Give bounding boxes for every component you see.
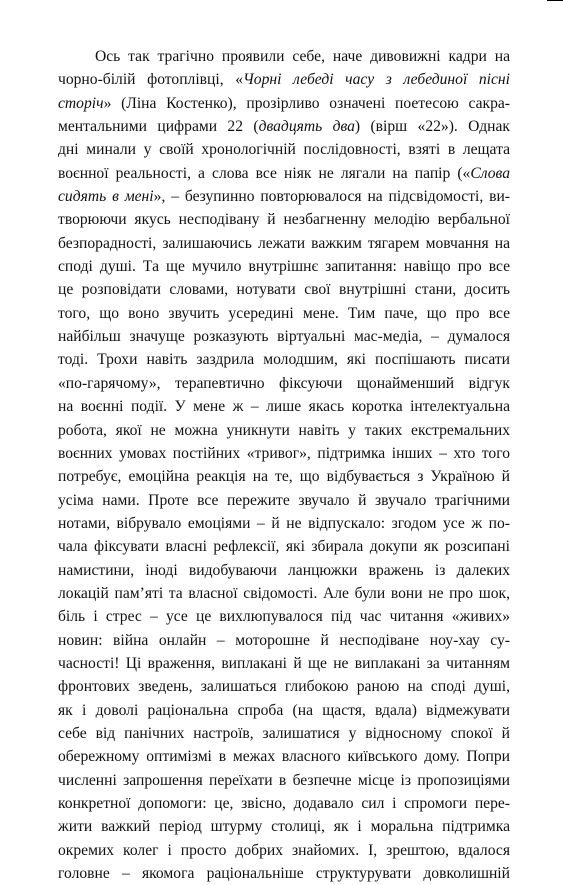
- text-line: [58, 489, 510, 512]
- text-line: [58, 839, 510, 862]
- text-line: [58, 605, 510, 628]
- text-run: окремих колег і просто добрих знайомих. І, зрештою, вдалося: [58, 841, 510, 859]
- text-line: [58, 138, 510, 161]
- text-run: воєнних умовах постійних «тривог», підтримка інших – хто того: [58, 444, 510, 462]
- text-run: усіма нами. Проте все пережите звучало й звучало трагічними: [58, 491, 510, 509]
- text-line: [58, 68, 510, 91]
- text-run: чорно-білій фотоплівці, «: [58, 71, 244, 89]
- text-line: [58, 278, 510, 301]
- text-run: ментальними цифрами 22 (: [58, 118, 259, 136]
- text-run: робота, якої не можна уникнути навіть у таких екстремальних: [58, 421, 510, 439]
- italic-quote: Слова: [470, 164, 510, 182]
- text-line: [58, 162, 510, 185]
- text-run: » (Ліна Костенко), прозірливо означені поетесою сакра-: [103, 94, 510, 112]
- text-run: намистини, іноді видобуваючи ланцюжки вражень із далеких: [58, 561, 510, 579]
- text-line: [58, 395, 510, 418]
- text-run: часності! Ці враження, виплакані й ще не виплакані за читанням: [58, 654, 510, 672]
- text-line: [58, 348, 510, 371]
- text-run: «по-гарячому», терапевтично фіксуючи щонайменший відгук: [58, 374, 510, 392]
- text-run: дні минали у своїй хронологічній послідовності, взяті в лещата: [58, 141, 510, 159]
- text-line: [58, 232, 510, 255]
- text-run: конкретної допомоги: це, звісно, додавало сил і спромоги пере-: [58, 795, 510, 812]
- text-line: [58, 699, 510, 722]
- italic-quote: Чорні лебеді часу з лебединої пісні: [243, 71, 511, 89]
- text-run: як і доволі раціональна спроба (на щастя, вдала) відмежувати: [58, 701, 510, 719]
- text-run: воєнної реальності, а слова все ніяк не лягали на папір («: [58, 164, 471, 182]
- header-rule: [547, 0, 563, 1]
- text-run: чала фіксувати власні рефлексії, які збирала докупи як розсипані: [58, 538, 510, 556]
- text-run: новин: війна онлайн – моторошне й несподіване ноу-хау су-: [58, 631, 510, 649]
- text-run: на воєнні події. У мене ж – лише якась коротка інтелектуальна: [58, 398, 510, 416]
- text-line: [58, 442, 510, 465]
- italic-quote: двадцять два: [258, 118, 355, 136]
- text-run: фронтових зведень, залишаться глибокою раною на споді душі,: [58, 678, 510, 696]
- text-line: [58, 792, 510, 815]
- text-line: [58, 535, 510, 558]
- text-line: [58, 745, 510, 768]
- italic-quote: сидять в мені: [58, 188, 154, 206]
- text-line: [58, 815, 510, 838]
- text-line: [58, 652, 510, 675]
- text-run: найбільш значуще розказують віртуальні мас-медіа, – думалося: [58, 328, 510, 346]
- text-line: [58, 582, 510, 605]
- text-line: [58, 255, 510, 278]
- text-line: [58, 302, 510, 325]
- text-line: [58, 419, 510, 442]
- text-run: обережному оптимізмі в межах власного київського дому. Попри: [58, 748, 510, 766]
- text-run: потребує, емоційна реакція на те, що відбувається з Україною й: [58, 468, 510, 486]
- text-run: нотами, вібрувало емоціями – й не відпускало: згодом усе ж по-: [58, 514, 510, 532]
- text-run: жити важкий період штурму столиці, як і моральна підтримка: [58, 818, 510, 836]
- text-line: [58, 512, 510, 535]
- italic-quote: сторіч: [58, 94, 104, 112]
- text-line: [58, 675, 510, 698]
- text-run: головне – якомога раціональніше структурувати довколишній: [58, 865, 510, 883]
- text-run: ) (вірш «22»). Однак: [354, 118, 510, 136]
- text-run: безпорадності, залишаючись лежати важким тягарем мовчання на: [58, 234, 510, 252]
- text-line: [58, 465, 510, 488]
- text-run: споді душі. Та ще мучило внутрішнє запитання: навіщо про все: [58, 258, 510, 276]
- text-run: », – безупинно повторювалося на підсвідомості, ви-: [153, 188, 510, 206]
- text-run: Ось так трагічно проявили себе, наче дивовижні кадри на: [95, 48, 510, 65]
- text-run: локацій пам’яті та власної свідомості. Але були вони не про шок,: [58, 584, 510, 602]
- text-run: це розповідати словами, нотувати свої внутрішні стани, досить: [58, 281, 510, 299]
- text-line: [58, 185, 510, 208]
- text-line: [58, 629, 510, 652]
- text-line: [58, 325, 510, 348]
- text-run: численні запрошення переїхати в безпечне місце із пропозиціями: [58, 771, 510, 789]
- text-run: тоді. Трохи навіть заздрила молодшим, які поспішають писати: [58, 351, 510, 369]
- text-line: [58, 115, 510, 138]
- body-paragraph: [58, 45, 510, 885]
- text-line: [58, 372, 510, 395]
- text-run: творюючи якусь несподівану й незбагненну мелодію вербальної: [58, 211, 510, 229]
- text-line: [58, 862, 510, 885]
- text-line: [58, 45, 510, 68]
- text-run: себе від панічних настроїв, залишатися у відносному спокої й: [58, 724, 510, 742]
- text-line: [58, 208, 510, 231]
- text-run: того, що воно звучить усередині мене. Тим паче, що про все: [58, 304, 510, 322]
- text-line: [58, 559, 510, 582]
- text-run: біль і стрес – усе це вихлюпувалося під час читання «живих»: [58, 608, 510, 626]
- text-line: [58, 92, 510, 115]
- text-line: [58, 769, 510, 792]
- text-line: [58, 722, 510, 745]
